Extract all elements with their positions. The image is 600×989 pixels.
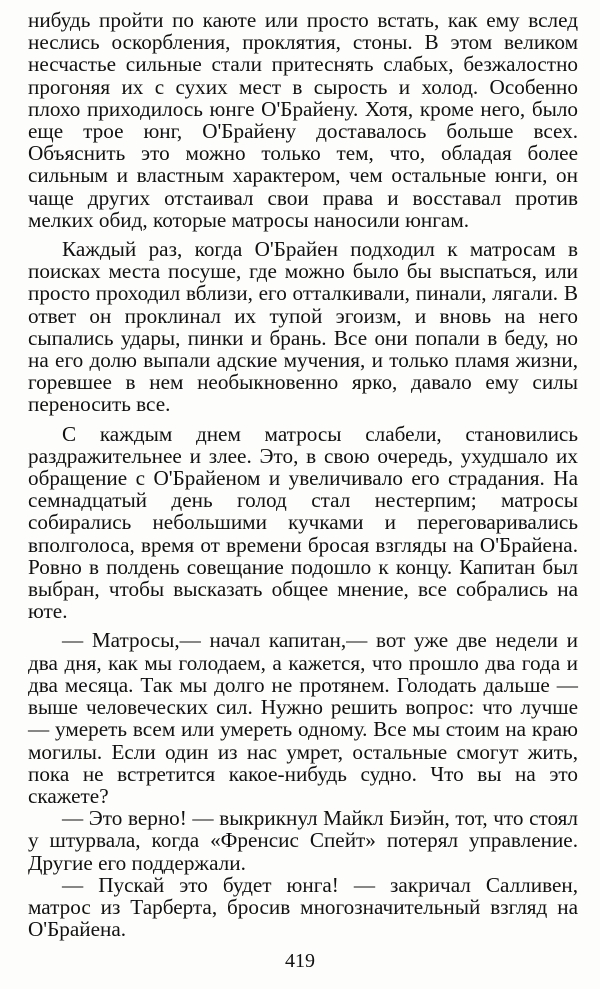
paragraph-5: — Это верно! — выкрикнул Майкл Биэйн, тот, что стоял у штурвала, когда «Френсис Спейт» потерял управление. Другие его поддержали. — [28, 806, 578, 875]
paragraph-4: — Матросы,— начал капитан,— вот уже две недели и два дня, как мы голодаем, а кажется, что прошло два года и два месяца. Так мы долго не протянем. Голодать дальше — выше человеческих сил. Нужно решить вопрос: что лучше — умереть всем или умереть одному. Все мы стоим на краю могилы. Если один из нас умрет, остальные смогут жить, пока не встретится какое-нибудь судно. Что вы на это скажете? — [28, 628, 578, 808]
page-number: 419 — [285, 950, 315, 972]
paragraph-2: Каждый раз, когда О'Брайен подходил к матросам в поисках места посуше, где можно было бы выспаться, или просто проходил вблизи, его отталкивали, пинали, лягали. В ответ он проклинал их тупой эгоизм, и вновь на него сыпались удары, пинки и брань. Все они попали в беду, но на его долю выпали адские мучения, и только пламя жизни, горевшее в нем необыкновенно ярко, давало ему силы переносить все. — [28, 237, 578, 417]
paragraph-1: нибудь пройти по каюте или просто встать, как ему вслед неслись оскорбления, проклятия, стоны. В этом великом несчастье сильные стали притеснять слабых, безжалостно прогоняя их с сухих мест в сырость и холод. Особенно плохо приходилось юнге О'Брайену. Хотя, кроме него, было еще трое юнг, О'Брайену доставалось больше всех. Объяснить это можно только тем, что, обладая более сильным и властным характером, чем остальные юнги, он чаще других отстаивал свои права и восставал против мелких обид, которые матросы наносили юнгам. — [28, 8, 578, 232]
paragraph-3: С каждым днем матросы слабели, становились раздражительнее и злее. Это, в свою очередь, ухудшало их обращение с О'Брайеном и увеличивало его страдания. На семнадцатый день голод стал нестерпим; матросы собирались небольшими кучками и переговаривались вполголоса, время от времени бросая взгляды на О'Брайена. Ровно в полдень совещание подошло к концу. Капитан был выбран, чтобы высказать общее мнение, все собрались на юте. — [28, 421, 578, 624]
page-body-text — [28, 9, 578, 940]
paragraph-6: — Пускай это будет юнга! — закричал Салливен, матрос из Тарберта, бросив многозначительный взгляд на О'Брайена. — [28, 872, 578, 942]
